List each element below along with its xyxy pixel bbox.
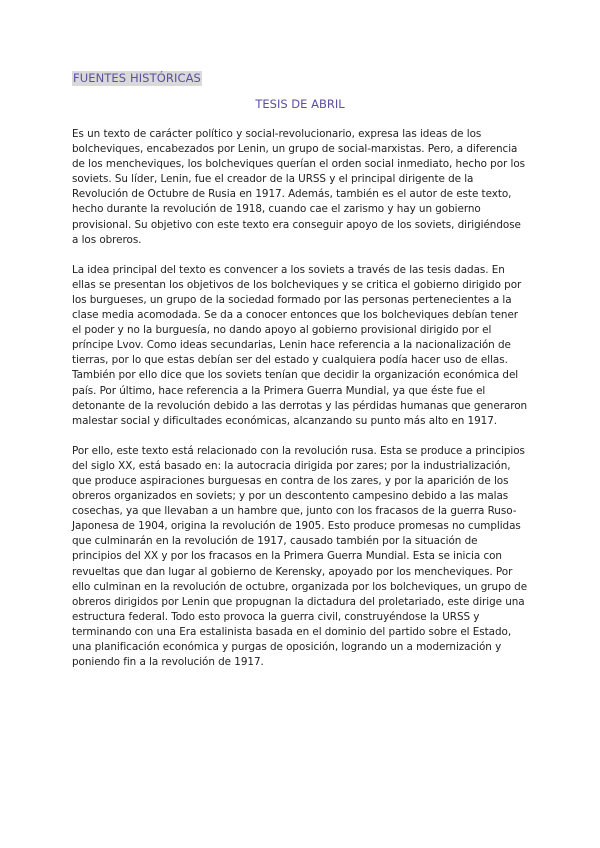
section-title: FUENTES HISTÓRICAS [73, 71, 201, 85]
paragraph-main-idea: La idea principal del texto es convencer a los soviets a través de las tesis dadas. En ellas se presentan los objetivos de los bolcheviques y se critica el gobierno dirigido por los burgueses, un grupo de la sociedad formado por las personas pertenecientes a la clase media acomodada. Se da a conocer entonces que los bolcheviques debían tener el poder y no la burguesía, no dando apoyo al gobierno provisional dirigido por el príncipe Lvov. Como ideas secundarias, Lenin hace referencia a la nacionalización de tierras, por lo que estas debían ser del estado y cualquiera podía hacer uso de ellas. También por ello dice que los soviets tenían que decidir la organización económica del país. Por último, hace referencia a la Primera Guerra Mundial, ya que éste fue el detonante de la revolución debido a las derrotas y las pérdidas humanas que generaron malestar social y dificultades económicas, alcanzando su punto más alto en 1917. [72, 263, 528, 427]
paragraph-intro: Es un texto de carácter político y social-revolucionario, expresa las ideas de los bolcheviques, encabezados por Lenin, un grupo de social-marxistas. Pero, a diferencia de los mencheviques, los bolcheviques querían el orden social inmediato, hecho por los soviets. Su líder, Lenin, fue el creador de la URSS y el principal dirigente de la Revolución de Octubre de Rusia en 1917. Además, también es el autor de este texto, hecho durante la revolución de 1918, cuando cae el zarismo y hay un gobierno provisional. Su objetivo con este texto era conseguir apoyo de los soviets, dirigiéndose a los obreros. [72, 128, 526, 246]
paragraph-context: Por ello, este texto está relacionado con la revolución rusa. Esta se produce a principios del siglo XX, está basado en: la autocracia dirigida por zares; por la industrialización, que produce aspiraciones burguesas en contra de los zares, y por la aparición de los obreros organizados en soviets; y por un descontento campesino debido a las malas cosechas, ya que llevaban a un hambre que, junto con los fracasos de la guerra Ruso-Japonesa de 1904, origina la revolución de 1905. Esto produce promesas no cumplidas que culminarán en la revolución de 1917, causado también por la situación de principios del XX y por los fracasos en la Primera Guerra Mundial. Esta se inicia con revueltas que dan lugar al gobierno de Kerensky, apoyado por los mencheviques. Por ello culminan en la revolución de octubre, organizada por los bolcheviques, un grupo de obreros dirigidos por Lenin que propugnan la dictadura del proletariado, este dirige una estructura federal. Todo esto provoca la guerra civil, construyéndose la URSS y terminando con una Era estalinista basada en el dominio del partido sobre el Estado, una planificación económica y purgas de oposición, logrando un a modernización y poniendo fin a la revolución de 1917. [72, 444, 528, 669]
document-title: TESIS DE ABRIL [255, 97, 345, 111]
document-body [72, 127, 530, 685]
